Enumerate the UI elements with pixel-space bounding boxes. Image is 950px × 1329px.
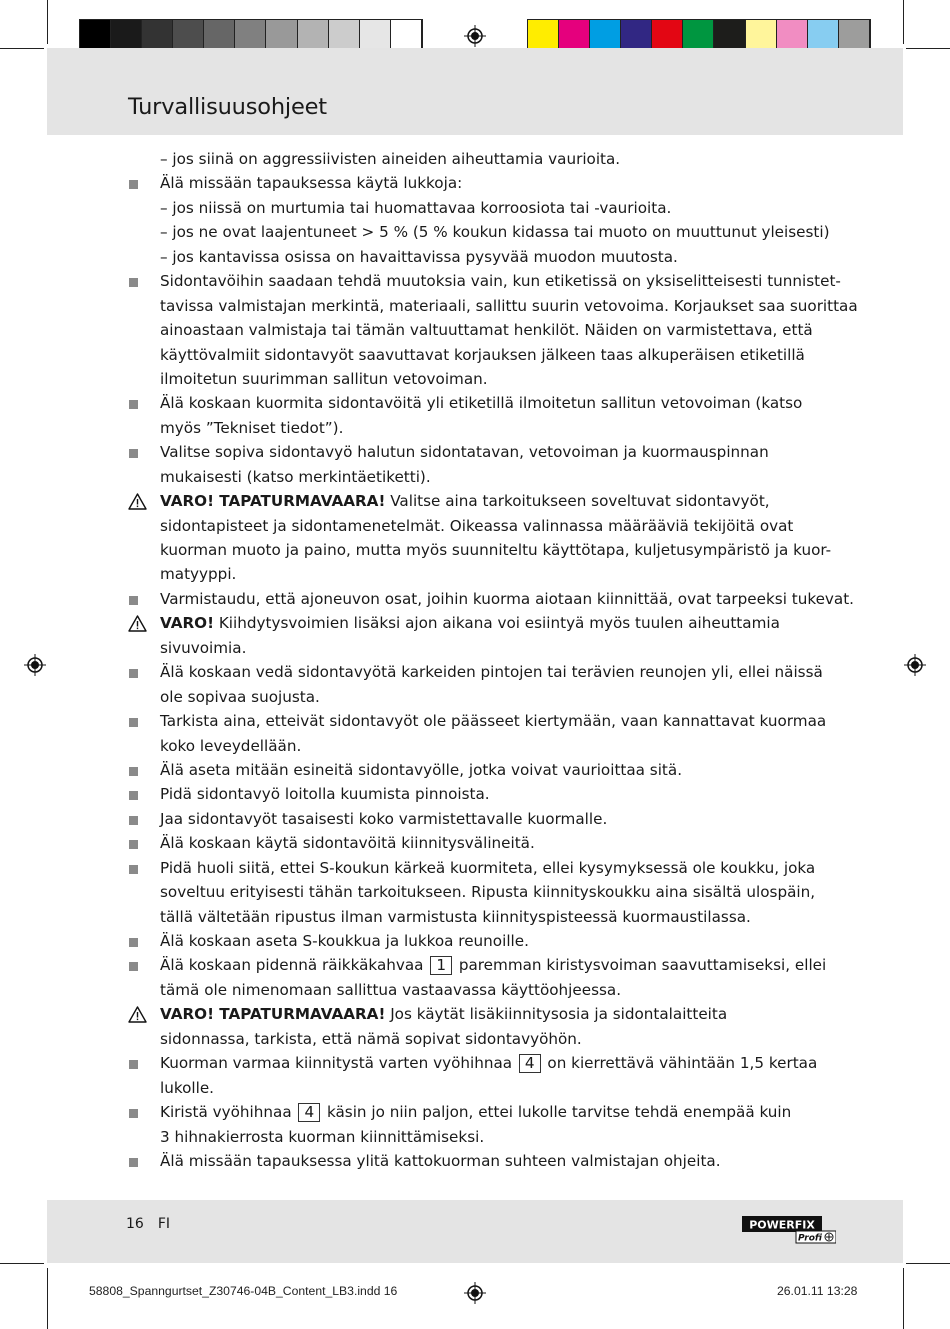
line-text: – jos niissä on murtumia tai huomattavaa korroosiota tai -vaurioita. <box>160 198 672 217</box>
crop-mark <box>0 48 44 49</box>
text-line <box>128 147 828 171</box>
color-swatch <box>683 20 714 51</box>
bullet-square <box>129 791 138 800</box>
text-line <box>128 489 828 513</box>
color-swatch <box>111 20 142 51</box>
color-swatch <box>173 20 204 51</box>
line-text: soveltuu erityisesti tähän tarkoitukseen. Ripusta kiinnityskoukku aina sisältä ulospäin, <box>160 883 816 902</box>
line-text: tavissa valmistajan merkintä, materiaali, sallittu suurin vetovoima. Korjaukset saa suorittaa <box>160 296 858 315</box>
registration-mark-icon <box>464 25 486 47</box>
logo-brand: POWERFIX <box>749 1218 815 1232</box>
line-text: sidonnassa, tarkista, että nämä sopivat sidontavyöhön. <box>160 1029 582 1048</box>
text-line <box>128 734 828 758</box>
text-line <box>128 1027 828 1051</box>
warning-label: VARO! TAPATURMAVAARA! <box>160 1005 386 1024</box>
line-text <box>160 489 770 513</box>
page-title: Turvallisuusohjeet <box>128 94 327 120</box>
line-text: Älä koskaan kuormita sidontavöitä yli etiketillä ilmoitetun sallitun vetovoiman (katso <box>160 394 803 413</box>
line-text: käyttövalmiit sidontavyöt saavuttavat korjauksen jälkeen taas alkuperäisen etiketillä <box>160 345 805 364</box>
text-line <box>128 220 828 244</box>
color-swatch <box>391 20 422 51</box>
text-line <box>128 1051 828 1075</box>
line-text: – jos siinä on aggressiivisten aineiden aiheuttamia vaurioita. <box>160 150 621 168</box>
text-line <box>128 807 828 831</box>
slug-file: 58808_Spanngurtset_Z30746-04B_Content_LB3.indd 16 <box>89 1284 398 1298</box>
text-line <box>128 245 828 269</box>
color-swatch <box>142 20 173 51</box>
color-swatch <box>777 20 808 51</box>
line-text: tällä vältetään ripustus ilman varmistusta kiinnityspisteessä kuormaustilassa. <box>160 907 751 926</box>
warning-text: Valitse aina tarkoitukseen soveltuvat sidontavyöt, <box>385 492 770 511</box>
text-line <box>128 758 828 782</box>
bullet-square <box>129 938 138 947</box>
language-code: FI <box>157 1216 171 1232</box>
crop-mark <box>906 1263 950 1264</box>
line-text <box>160 953 826 977</box>
line-text: matyyppi. <box>160 565 237 584</box>
powerfix-logo <box>742 1216 836 1244</box>
line-text: ilmoitetun suurimman sallitun vetovoiman. <box>160 369 488 388</box>
text-line <box>128 318 828 342</box>
text-line <box>128 1076 828 1100</box>
color-swatch <box>298 20 329 51</box>
text-line <box>128 709 828 733</box>
text-line <box>128 343 828 367</box>
text-before-ref: Kiristä vyöhihnaa <box>160 1103 292 1122</box>
color-swatch <box>80 20 111 51</box>
text-line <box>128 1125 828 1149</box>
bullet-square <box>129 449 138 458</box>
text-line <box>128 196 828 220</box>
text-line <box>128 660 828 684</box>
crop-mark <box>903 1268 904 1329</box>
registration-mark-icon <box>24 654 46 676</box>
warning-triangle-icon <box>128 615 147 632</box>
line-text: Pidä sidontavyö loitolla kuumista pinnoista. <box>160 785 490 804</box>
text-line <box>128 294 858 318</box>
text-line <box>128 611 828 635</box>
color-swatch <box>746 20 777 51</box>
color-swatch <box>621 20 652 51</box>
text-line <box>128 416 828 440</box>
text-after-ref: paremman kiristysvoiman saavuttamiseksi, ellei <box>458 956 827 975</box>
safety-instructions-list <box>128 147 858 1173</box>
line-text: sidontapisteet ja sidontamenetelmät. Oikeassa valinnassa määrääviä tekijöitä ovat <box>160 516 794 535</box>
line-text: Älä missään tapauksessa ylitä kattokuorman suhteen valmistajan ohjeita. <box>160 1151 721 1170</box>
header-band <box>47 48 903 135</box>
text-line <box>128 514 828 538</box>
crop-mark <box>906 48 950 49</box>
color-swatch <box>714 20 745 51</box>
bullet-square <box>129 180 138 189</box>
color-swatch <box>559 20 590 51</box>
color-swatch <box>204 20 235 51</box>
color-swatch <box>266 20 297 51</box>
bullet-square <box>129 669 138 678</box>
line-text: Älä koskaan aseta S-koukkua ja lukkoa reunoille. <box>160 932 529 950</box>
line-text: Tarkista aina, etteivät sidontavyöt ole päässeet kiertymään, vaan kannattavat kuormaa <box>160 712 827 731</box>
text-line <box>128 538 832 562</box>
crop-mark <box>0 1263 44 1264</box>
line-text: – jos ne ovat laajentuneet > 5 % (5 % koukun kidassa tai muoto on muuttunut yleisesti) <box>160 223 830 242</box>
warning-text: Kiihdytysvoimien lisäksi ajon aikana voi esiintyä myös tuulen aiheuttamia <box>214 614 780 633</box>
color-swatch <box>360 20 391 51</box>
line-text: 3 hihnakierrosta kuorman kiinnittämiseksi. <box>160 1127 485 1146</box>
warning-label: VARO! TAPATURMAVAARA! <box>160 492 386 511</box>
crop-mark <box>47 1268 48 1329</box>
text-line <box>128 367 828 391</box>
line-text: koko leveydellään. <box>160 736 302 755</box>
line-text: Jaa sidontavyöt tasaisesti koko varmistettavalle kuormalle. <box>160 809 608 828</box>
color-swatch <box>808 20 839 51</box>
warning-text: Jos käytät lisäkiinnitysosia ja sidontalaitteita <box>385 1005 728 1024</box>
registration-mark-icon <box>904 654 926 676</box>
text-after-ref: käsin jo niin paljon, ettei lukolle tarvitse tehdä enempää kuin <box>326 1103 792 1122</box>
line-text: mukaisesti (katso merkintäetiketti). <box>160 467 431 486</box>
text-line <box>128 440 828 464</box>
text-line <box>128 1100 828 1124</box>
text-line <box>128 929 828 953</box>
bullet-square <box>129 400 138 409</box>
line-text <box>160 1002 727 1026</box>
text-line <box>128 782 828 806</box>
color-swatch <box>528 20 559 51</box>
text-before-ref: Kuorman varmaa kiinnitystä varten vyöhihnaa <box>160 1054 513 1073</box>
line-text: Pidä huoli siitä, ettei S-koukun kärkeä kuormiteta, ellei kysymyksessä ole koukku, joka <box>160 858 816 877</box>
line-text: kuorman muoto ja paino, mutta myös suunniteltu käyttötapa, kuljetusympäristö ja kuor- <box>160 541 832 559</box>
line-text <box>160 1100 791 1124</box>
color-swatch <box>590 20 621 51</box>
color-swatch <box>839 20 870 51</box>
part-reference: 1 <box>430 956 452 975</box>
text-line <box>128 1002 828 1026</box>
logo-sub: Profi <box>797 1233 823 1244</box>
text-line <box>128 831 828 855</box>
line-text: lukolle. <box>160 1078 215 1097</box>
footer-page-info <box>126 1216 184 1232</box>
crop-mark <box>47 0 48 44</box>
bullet-square <box>129 1060 138 1069</box>
color-swatch <box>329 20 360 51</box>
bullet-square <box>129 767 138 776</box>
text-line <box>128 685 828 709</box>
text-line <box>128 391 828 415</box>
line-text: Älä missään tapauksessa käytä lukkoja: <box>160 174 463 193</box>
text-line <box>128 856 828 880</box>
line-text: myös ”Tekniset tiedot”). <box>160 418 344 437</box>
bullet-square <box>129 278 138 287</box>
bullet-square <box>129 718 138 727</box>
registration-mark-icon <box>464 1282 486 1304</box>
text-line <box>128 269 841 293</box>
line-text: Älä aseta mitään esineitä sidontavyölle, jotka voivat vaurioittaa sitä. <box>160 760 683 779</box>
line-text: Sidontavöihin saadaan tehdä muutoksia vain, kun etiketissä on yksiselitteisesti tunnistet- <box>160 272 841 291</box>
line-text: Varmistaudu, että ajoneuvon osat, joihin kuorma aiotaan kiinnittää, ovat tarpeeksi tukevat. <box>160 589 855 608</box>
text-line <box>128 905 828 929</box>
warning-triangle-icon <box>128 1006 147 1023</box>
part-reference: 4 <box>298 1103 320 1122</box>
bullet-square <box>129 816 138 825</box>
color-swatch <box>652 20 683 51</box>
text-line <box>128 636 828 660</box>
part-reference: 4 <box>519 1054 541 1073</box>
line-text: ole sopivaa suojusta. <box>160 687 320 706</box>
text-line <box>128 1149 828 1173</box>
color-swatch <box>235 20 266 51</box>
text-line <box>128 171 828 195</box>
text-line <box>128 978 828 1002</box>
text-line <box>128 587 855 611</box>
text-before-ref: Älä koskaan pidennä räikkäkahvaa <box>160 956 424 975</box>
text-line <box>128 562 828 586</box>
bullet-square <box>129 1109 138 1118</box>
page-number: 16 <box>126 1216 144 1232</box>
text-line <box>128 880 828 904</box>
bullet-square <box>129 1158 138 1167</box>
line-text <box>160 1051 817 1075</box>
text-after-ref: on kierrettävä vähintään 1,5 kertaa <box>547 1054 818 1073</box>
line-text: ainoastaan valmistaja tai tämän valtuuttamat henkilöt. Näiden on varmistettava, että <box>160 321 813 340</box>
warning-triangle-icon <box>128 493 147 510</box>
line-text: Älä koskaan vedä sidontavyötä karkeiden pintojen tai terävien reunojen yli, ellei näissä <box>160 663 823 682</box>
line-text: Älä koskaan käytä sidontavöitä kiinnitysvälineitä. <box>160 834 535 853</box>
text-line <box>128 465 828 489</box>
bullet-square <box>129 596 138 605</box>
warning-label: VARO! <box>160 614 215 633</box>
line-text: sivuvoimia. <box>160 638 247 657</box>
bullet-square <box>129 865 138 874</box>
line-text <box>160 611 780 635</box>
bullet-square <box>129 840 138 849</box>
bullet-square <box>129 962 138 971</box>
line-text: Valitse sopiva sidontavyö halutun sidontatavan, vetovoiman ja kuormauspinnan <box>160 443 769 462</box>
slug-date: 26.01.11 13:28 <box>777 1284 858 1298</box>
text-line <box>128 953 828 977</box>
line-text: tämä ole nimenomaan sallittua vastaavassa käyttöohjeessa. <box>160 980 622 999</box>
crop-mark <box>903 0 904 44</box>
line-text: – jos kantavissa osissa on havaittavissa pysyvää muodon muutosta. <box>160 247 678 266</box>
